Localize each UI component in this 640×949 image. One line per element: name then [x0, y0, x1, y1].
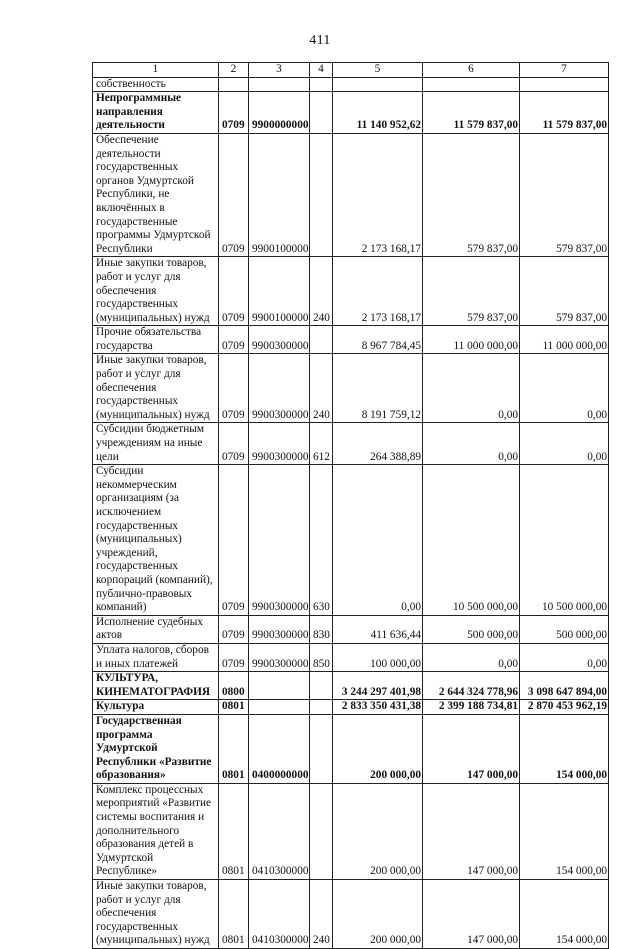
table-row — [93, 92, 609, 134]
row-expense-type: 612 — [310, 423, 333, 465]
table-row — [93, 465, 609, 616]
row-value-col6: 10 500 000,00 — [423, 465, 520, 616]
row-value-col7: 579 837,00 — [520, 257, 609, 326]
row-target-code: 9900300000 — [249, 465, 310, 616]
row-value-col6: 2 644 324 778,96 — [423, 672, 520, 700]
row-target-code: 9900300000 — [249, 354, 310, 423]
table-row — [93, 326, 609, 354]
row-value-col7: 3 098 647 894,00 — [520, 672, 609, 700]
row-value-col6 — [423, 77, 520, 92]
row-name-cell: Иные закупки товаров, работ и услуг для обеспечения государственных (муниципальных) нужд — [93, 354, 219, 423]
row-value-col7: 11 579 837,00 — [520, 92, 609, 134]
row-value-col7: 0,00 — [520, 423, 609, 465]
row-value-col5: 8 967 784,45 — [333, 326, 423, 354]
row-section-code — [219, 77, 249, 92]
row-value-col7: 2 870 453 962,19 — [520, 700, 609, 715]
row-name-cell: собственность — [93, 77, 219, 92]
row-value-col5: 3 244 297 401,98 — [333, 672, 423, 700]
row-target-code: 9900100000 — [249, 257, 310, 326]
row-expense-type — [310, 700, 333, 715]
row-name-cell: Обеспечение деятельности государственных органов Удмуртской Республики, не включённых в государственные программы Удмуртской Республики — [93, 133, 219, 256]
row-name-cell: КУЛЬТУРА, КИНЕМАТОГРАФИЯ — [93, 672, 219, 700]
row-section-code: 0800 — [219, 672, 249, 700]
row-expense-type: 630 — [310, 465, 333, 616]
row-value-col7: 0,00 — [520, 643, 609, 671]
row-value-col7: 154 000,00 — [520, 783, 609, 879]
table-row — [93, 643, 609, 671]
row-value-col5: 0,00 — [333, 465, 423, 616]
row-section-code: 0801 — [219, 880, 249, 949]
row-value-col5: 200 000,00 — [333, 880, 423, 949]
row-name-cell: Иные закупки товаров, работ и услуг для обеспечения государственных (муниципальных) нужд — [93, 880, 219, 949]
table-row — [93, 714, 609, 783]
row-section-code: 0709 — [219, 465, 249, 616]
row-value-col6: 147 000,00 — [423, 783, 520, 879]
row-expense-type: 240 — [310, 257, 333, 326]
row-value-col5: 100 000,00 — [333, 643, 423, 671]
row-section-code: 0709 — [219, 133, 249, 256]
row-value-col6: 0,00 — [423, 643, 520, 671]
table-row — [93, 133, 609, 256]
row-expense-type: 830 — [310, 615, 333, 643]
row-section-code: 0709 — [219, 92, 249, 134]
row-name-cell: Культура — [93, 700, 219, 715]
row-name-cell: Прочие обязательства государства — [93, 326, 219, 354]
row-section-code: 0801 — [219, 700, 249, 715]
row-value-col5: 2 833 350 431,38 — [333, 700, 423, 715]
row-value-col6: 579 837,00 — [423, 133, 520, 256]
row-expense-type: 240 — [310, 354, 333, 423]
row-target-code: 0400000000 — [249, 714, 310, 783]
header-col-5: 5 — [333, 63, 423, 78]
header-col-1: 1 — [93, 63, 219, 78]
row-target-code: 0410300000 — [249, 783, 310, 879]
row-expense-type — [310, 92, 333, 134]
table-row — [93, 880, 609, 949]
table-row — [93, 672, 609, 700]
row-name-cell: Субсидии бюджетным учреждениям на иные цели — [93, 423, 219, 465]
row-target-code: 9900300000 — [249, 326, 310, 354]
row-name-cell: Иные закупки товаров, работ и услуг для обеспечения государственных (муниципальных) нужд — [93, 257, 219, 326]
row-target-code — [249, 77, 310, 92]
row-value-col5: 411 636,44 — [333, 615, 423, 643]
table-row — [93, 77, 609, 92]
row-value-col6: 0,00 — [423, 354, 520, 423]
row-value-col5 — [333, 77, 423, 92]
table-header-row — [93, 63, 609, 78]
budget-table — [92, 62, 609, 949]
header-col-4: 4 — [310, 63, 333, 78]
row-name-cell: Субсидии некоммерческим организациям (за исключением государственных (муниципальных) учреждений, государственных корпораций (компаний), публично-правовых компаний) — [93, 465, 219, 616]
row-section-code: 0709 — [219, 615, 249, 643]
row-target-code: 0410300000 — [249, 880, 310, 949]
row-target-code — [249, 700, 310, 715]
row-section-code: 0709 — [219, 354, 249, 423]
table-row — [93, 354, 609, 423]
header-col-2: 2 — [219, 63, 249, 78]
row-value-col7: 0,00 — [520, 354, 609, 423]
row-target-code: 9900000000 — [249, 92, 310, 134]
row-name-cell: Исполнение судебных актов — [93, 615, 219, 643]
row-expense-type — [310, 326, 333, 354]
row-name-cell: Государственная программа Удмуртской Республики «Развитие образования» — [93, 714, 219, 783]
row-value-col6: 11 000 000,00 — [423, 326, 520, 354]
row-expense-type — [310, 77, 333, 92]
table-row — [93, 257, 609, 326]
row-target-code: 9900300000 — [249, 615, 310, 643]
row-value-col6: 147 000,00 — [423, 714, 520, 783]
row-target-code: 9900300000 — [249, 643, 310, 671]
row-value-col7: 500 000,00 — [520, 615, 609, 643]
row-section-code: 0801 — [219, 783, 249, 879]
row-value-col6: 579 837,00 — [423, 257, 520, 326]
row-value-col6: 147 000,00 — [423, 880, 520, 949]
row-value-col5: 264 388,89 — [333, 423, 423, 465]
row-expense-type — [310, 714, 333, 783]
page-number: 411 — [309, 33, 331, 48]
row-name-cell: Комплекс процессных мероприятий «Развитие системы воспитания и дополнительного образования детей в Удмуртской Республике» — [93, 783, 219, 879]
row-target-code — [249, 672, 310, 700]
row-value-col6: 2 399 188 734,81 — [423, 700, 520, 715]
row-expense-type — [310, 672, 333, 700]
row-value-col7 — [520, 77, 609, 92]
row-value-col5: 2 173 168,17 — [333, 257, 423, 326]
row-target-code: 9900100000 — [249, 133, 310, 256]
row-value-col5: 2 173 168,17 — [333, 133, 423, 256]
row-value-col7: 154 000,00 — [520, 714, 609, 783]
header-col-3: 3 — [249, 63, 310, 78]
table-row — [93, 615, 609, 643]
row-value-col5: 200 000,00 — [333, 714, 423, 783]
row-value-col7: 10 500 000,00 — [520, 465, 609, 616]
row-expense-type: 850 — [310, 643, 333, 671]
row-value-col7: 579 837,00 — [520, 133, 609, 256]
table-row — [93, 423, 609, 465]
header-col-6: 6 — [423, 63, 520, 78]
row-value-col7: 11 000 000,00 — [520, 326, 609, 354]
row-section-code: 0709 — [219, 643, 249, 671]
header-col-7: 7 — [520, 63, 609, 78]
row-expense-type — [310, 783, 333, 879]
row-target-code: 9900300000 — [249, 423, 310, 465]
row-name-cell: Уплата налогов, сборов и иных платежей — [93, 643, 219, 671]
row-section-code: 0709 — [219, 326, 249, 354]
row-value-col6: 11 579 837,00 — [423, 92, 520, 134]
row-value-col7: 154 000,00 — [520, 880, 609, 949]
row-section-code: 0709 — [219, 423, 249, 465]
row-value-col5: 8 191 759,12 — [333, 354, 423, 423]
row-value-col5: 11 140 952,62 — [333, 92, 423, 134]
row-value-col6: 0,00 — [423, 423, 520, 465]
row-expense-type — [310, 133, 333, 256]
row-section-code: 0801 — [219, 714, 249, 783]
table-row — [93, 783, 609, 879]
row-value-col5: 200 000,00 — [333, 783, 423, 879]
table-row — [93, 700, 609, 715]
row-value-col6: 500 000,00 — [423, 615, 520, 643]
row-expense-type: 240 — [310, 880, 333, 949]
row-name-cell: Непрограммные направления деятельности — [93, 92, 219, 134]
row-section-code: 0709 — [219, 257, 249, 326]
